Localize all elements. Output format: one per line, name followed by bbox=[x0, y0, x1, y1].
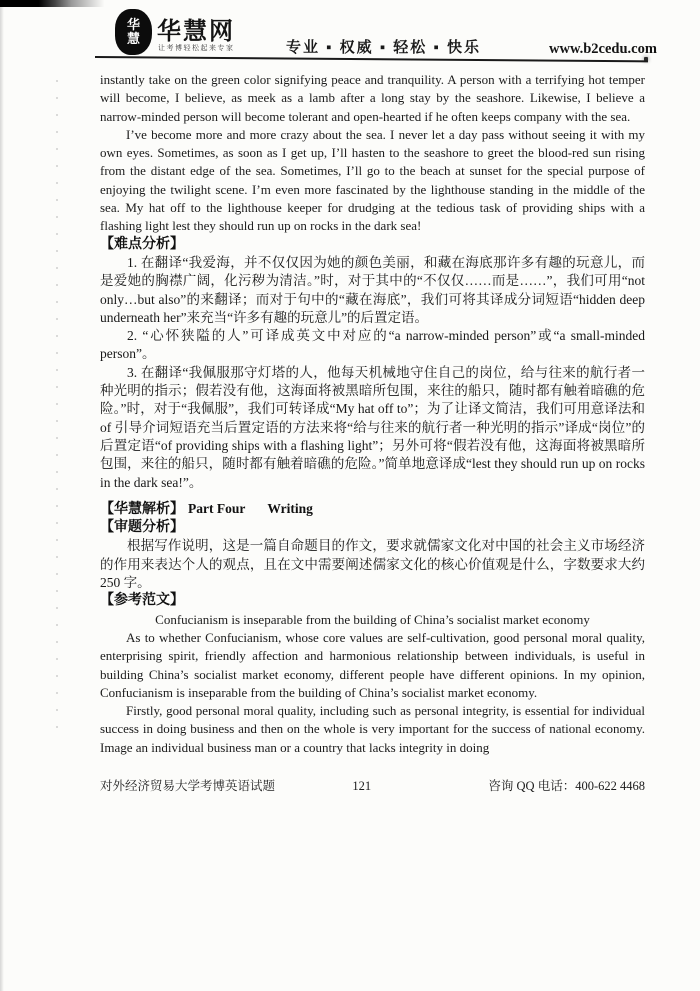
brand-seal-char-bottom: 慧 bbox=[126, 31, 140, 46]
footer-page-number: 121 bbox=[352, 779, 372, 793]
page-footer bbox=[100, 776, 645, 794]
footer-source-title: 对外经济贸易大学考博英语试题 bbox=[100, 779, 276, 793]
huahui-analysis-bracket-label: 【华慧解析】 bbox=[100, 501, 184, 517]
passage-paragraph-continuation: instantly take on the green color signifying peace and tranquility. A person with a terrifying hot temper will become, I believe, as meek as a lamb after a long stay by the seashore. Likewise, I believe a narrow-minded person will become tolerant and open-hearted if he often keeps company with the sea. bbox=[100, 72, 645, 124]
difficulty-item: 2. “心怀狭隘的人”可译成英文中对应的“a narrow-minded person”或“a small-minded person”。 bbox=[100, 328, 645, 362]
difficulty-item: 3. 在翻译“我佩服那守灯塔的人，他每天机械地守住自己的岗位，给与往来的航行者一种光明的指示；假若没有他，这海面将被黑暗所包围，来往的船只，随时都有触着暗礁的危险。”时，对于“我佩服”，我们可转译成“My hat off to”；为了让译文简洁，我们可用意译法和 of 引导介词短语充当后置定语的方法来将“给与往来的航行者一种光明的指示”译成“岗位”的后置定语“of providing ships with a flashing light”；另外可将“假若没有他，这海面将被黑暗所包围，来往的船只，随时都有触着暗礁的危险。”简单地意译成“lest they should run up on rocks in the dark sea!”。 bbox=[100, 364, 645, 490]
topic-analysis-text: 根据写作说明，这是一篇自命题目的作文，要求就儒家文化对中国的社会主义市场经济的作用来表达个人的观点，且在文中需要阐述儒家文化的核心价值观是什么，字数要求大约 250 字。 bbox=[100, 538, 645, 591]
scan-binding-dots-artifact bbox=[56, 80, 58, 740]
section-heading-huahui-analysis bbox=[100, 500, 645, 519]
essay-paragraph: As to whether Confucianism, whose core values are self-cultivation, good personal moral quality, enterprising spirit, friendly affection and harmonious relationship between individuals, is useful in building China’s socialist market economy, different people have different opinions. In my opinion, Confucianism is inseparable from the building of China’s socialist market economy. bbox=[100, 629, 645, 700]
page-body bbox=[100, 71, 645, 757]
essay-title: Confucianism is inseparable from the building of China’s socialist market economy bbox=[155, 611, 590, 627]
difficulty-item: 1. 在翻译“我爱海，并不仅仅因为她的颜色美丽，和藏在海底那许多有趣的玩意儿，而是爱她的胸襟广阔，化污秽为清洁。”时，对于其中的“不仅仅……而是……”，我们可用“not only…but also”的来翻译；而对于句中的“藏在海底”，我们可将其译成分词短语“hidden deep underneath her”来充当“许多有趣的玩意儿”的后置定语。 bbox=[100, 254, 645, 325]
part-four-label: Part Four bbox=[188, 500, 246, 516]
brand-seal-icon bbox=[115, 9, 152, 55]
essay-paragraph: Firstly, good personal moral quality, including such as personal integrity, is essential for individual success in doing business and then on the whole is very important for the success of national economy. Image an individual business man or a country that lacks integrity in doing bbox=[100, 703, 645, 755]
brand-name: 华慧网 bbox=[157, 18, 235, 45]
brand-tagline: 让考博轻松起来专家 bbox=[158, 45, 235, 52]
scan-edge-artifact-top bbox=[0, 0, 110, 7]
part-four-writing-label: Writing bbox=[267, 500, 313, 516]
passage-paragraph: I’ve become more and more crazy about the sea. I never let a day pass without seeing it with my own eyes. Sometimes, as soon as I get up, I’ll hasten to the seashore to greet the blood-red sun rising from the distant edge of the sea. Sometimes, I’ll go to the beach at sunset for the special purpose of enjoying the twilight scene. I’m even more fascinated by the lighthouse standing in the middle of the sea. My hat off to the lighthouse keeper for drudging at the tedious task of providing ships with a flashing light lest they should run up on rocks in the dark sea! bbox=[100, 126, 645, 234]
scan-edge-artifact-left bbox=[0, 0, 4, 991]
section-heading-sample-essay: 【参考范文】 bbox=[100, 593, 184, 609]
section-heading-difficulty-analysis: 【难点分析】 bbox=[100, 236, 184, 252]
section-heading-topic-analysis: 【审题分析】 bbox=[100, 520, 184, 536]
brand-seal-char-top: 华 bbox=[126, 17, 140, 32]
footer-contact-info: 咨询 QQ 电话：400-622 4468 bbox=[488, 779, 645, 793]
header-website-url: www.b2cedu.com bbox=[549, 41, 657, 57]
header-slogan: 专业 ▪ 权威 ▪ 轻松 ▪ 快乐 bbox=[286, 39, 481, 56]
